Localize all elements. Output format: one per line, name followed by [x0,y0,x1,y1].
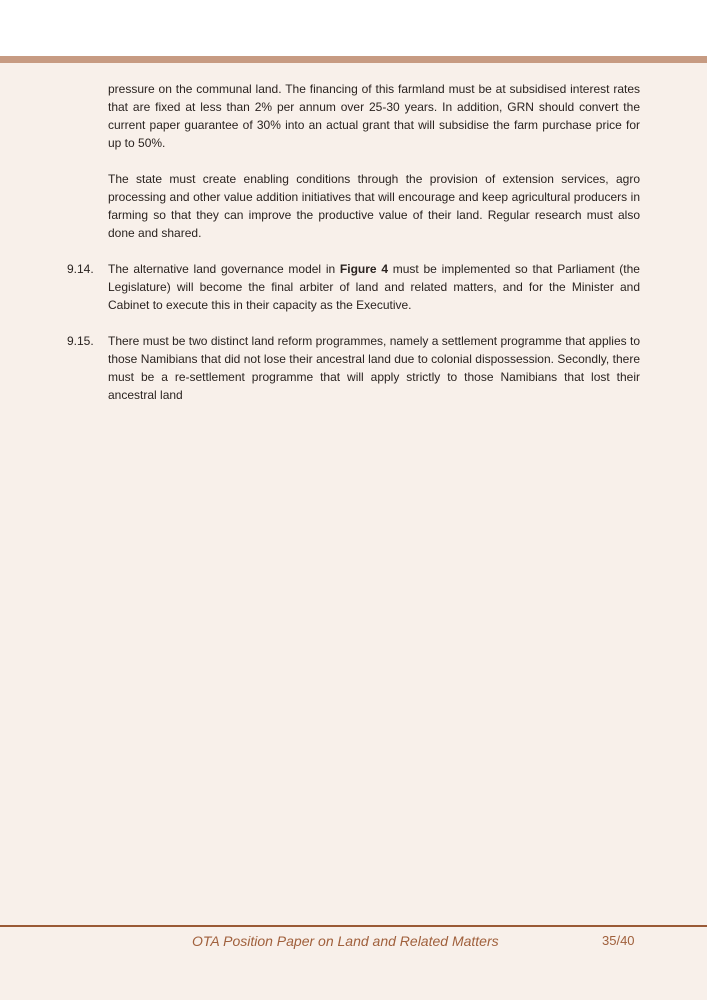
paragraph: pressure on the communal land. The financing of this farmland must be at subsidised interest rates that are fixed at less than 2% per annum over 25-30 years. In addition, GRN should convert the current paper guarantee of 30% into an actual grant that will subsidise the farm purchase price for up to 50%. [108,82,640,150]
footer-title: OTA Position Paper on Land and Related Matters [192,933,499,949]
paragraph: The state must create enabling conditions through the provision of extension services, agro processing and other value addition initiatives that will encourage and keep agricultural producers in farming so that they can improve the productive value of their land. Regular research must also done and shared. [108,172,640,240]
item-number: 9.14. [67,262,94,276]
item-text: There must be two distinct land reform programmes, namely a settlement programme that applies to those Namibians that did not lose their ancestral land due to colonial dispossession. Secondly, there must be a re-settlement programme that will apply strictly to those Namibians that lost their ancestral land [108,334,640,402]
numbered-item [67,332,640,404]
item-text: The alternative land governance model in [108,262,340,276]
document-body [0,80,707,422]
header-rule [0,56,707,63]
page-top-margin [0,0,707,56]
figure-reference: Figure 4 [339,262,389,276]
item-number: 9.15. [67,334,94,348]
numbered-item [67,260,640,314]
page-number: 35/40 [602,933,635,948]
footer-rule [0,925,707,927]
item-text: must be implemented so that Parliament (the Legislature) will become the final arbiter of land and related matters, and for the Minister and Cabinet to execute this in their capacity as the Executive. [108,262,640,312]
